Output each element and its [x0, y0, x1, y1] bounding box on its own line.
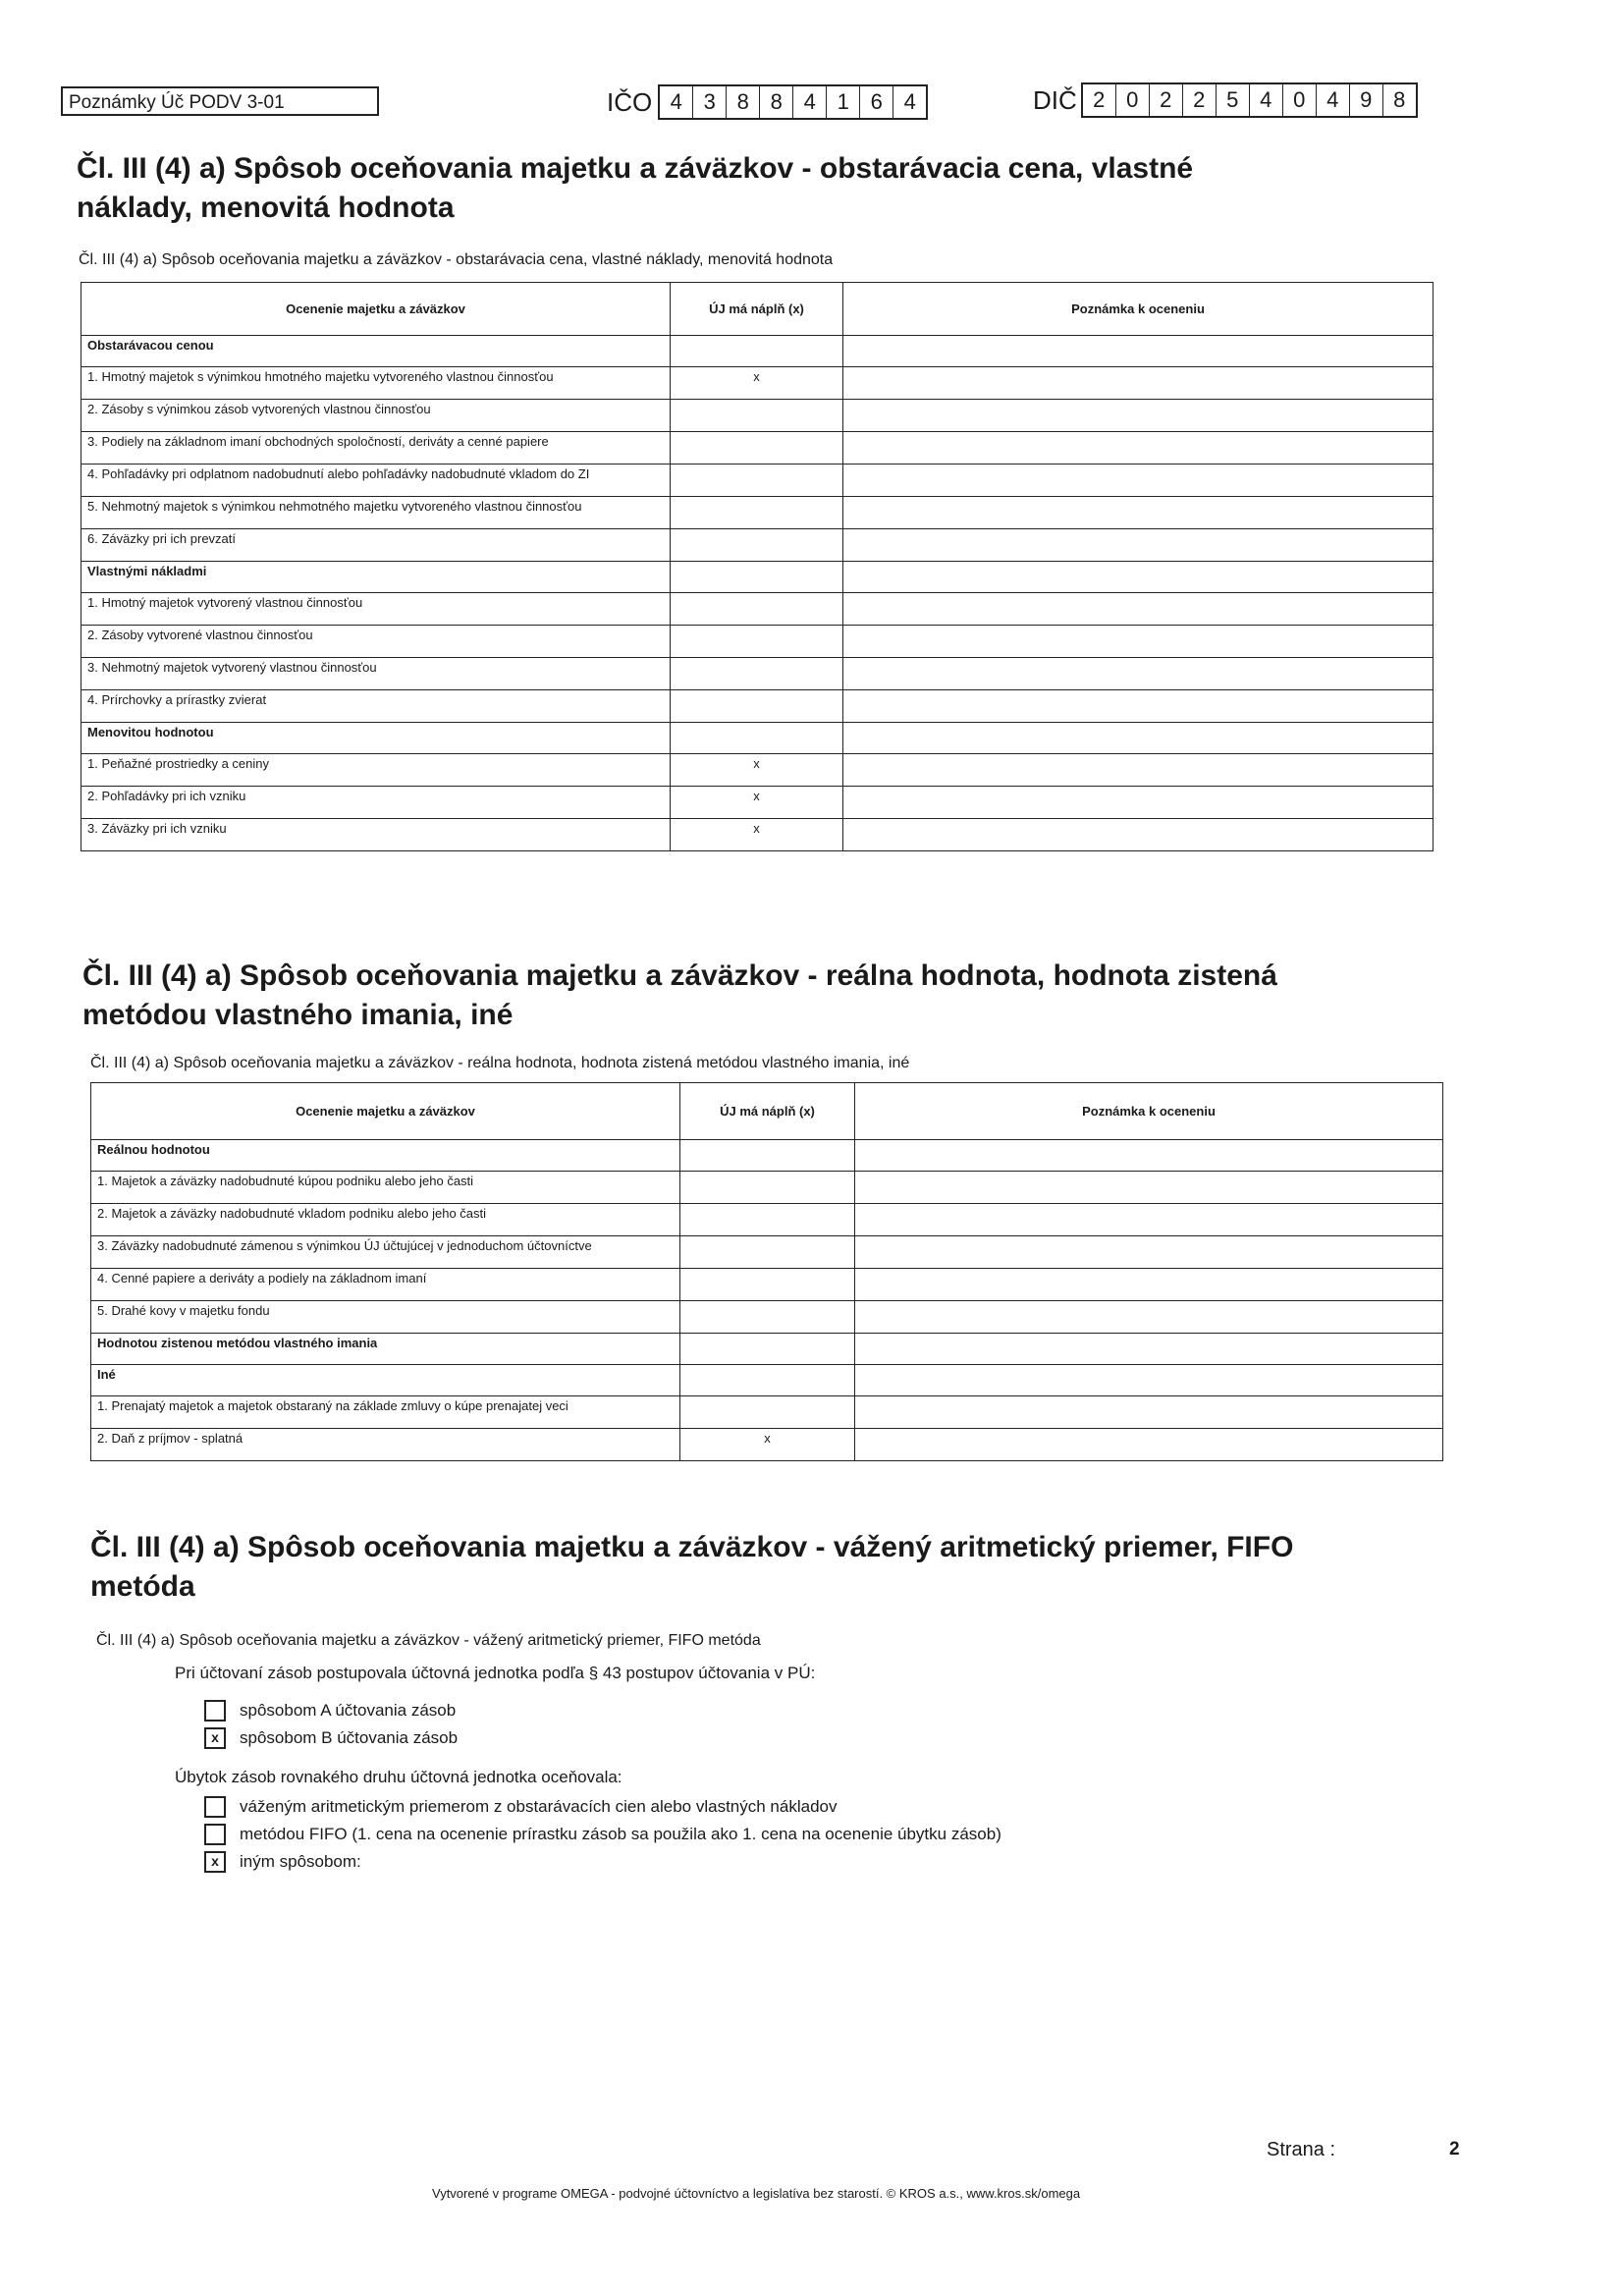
group-row: [81, 336, 1434, 367]
id-digit: 2: [1150, 84, 1183, 116]
column-header: Poznámka k oceneniu: [843, 283, 1434, 336]
note-cell[interactable]: [843, 562, 1434, 593]
row-label: 1. Hmotný majetok s výnimkou hmotného majetku vytvoreného vlastnou činnosťou: [81, 367, 671, 400]
checkbox[interactable]: [204, 1824, 226, 1845]
note-cell[interactable]: [855, 1301, 1443, 1334]
applies-mark[interactable]: [671, 562, 843, 593]
page-label: Strana :: [1267, 2139, 1336, 2160]
row-label: 1. Hmotný majetok vytvorený vlastnou činnosťou: [81, 593, 671, 626]
id-digit: 8: [727, 86, 760, 118]
row-label: 2. Pohľadávky pri ich vzniku: [81, 787, 671, 819]
note-cell[interactable]: [855, 1172, 1443, 1204]
group-row: [91, 1334, 1443, 1365]
inventory-valuation-options: [204, 1793, 1001, 1876]
checkbox-label: iným spôsobom:: [240, 1852, 361, 1871]
section2-title: Čl. III (4) a) Spôsob oceňovania majetku a záväzkov - reálna hodnota, hodnota zistená metódou vlastného imania, iné: [82, 959, 1277, 1031]
checkbox[interactable]: [204, 1700, 226, 1722]
note-cell[interactable]: [843, 819, 1434, 851]
applies-mark[interactable]: [671, 529, 843, 562]
section3-heading: [90, 1528, 1318, 1607]
applies-mark[interactable]: x: [671, 787, 843, 819]
section1-heading: [77, 149, 1206, 228]
group-row: [81, 562, 1434, 593]
column-header: Ocenenie majetku a záväzkov: [81, 283, 671, 336]
note-cell[interactable]: [843, 529, 1434, 562]
table-row: [81, 529, 1434, 562]
row-label: 2. Majetok a záväzky nadobudnuté vkladom podniku alebo jeho časti: [91, 1204, 680, 1236]
table-row: [81, 367, 1434, 400]
table-row: [81, 497, 1434, 529]
form-name: Poznámky Úč PODV 3-01: [61, 86, 379, 116]
table-row: [81, 787, 1434, 819]
row-label: Reálnou hodnotou: [91, 1140, 680, 1172]
column-header: ÚJ má náplň (x): [671, 283, 843, 336]
checkbox-label: metódou FIFO (1. cena na ocenenie prírastku zásob sa použila ako 1. cena na ocenenie úbytku zásob): [240, 1825, 1001, 1843]
id-digit: 1: [827, 86, 860, 118]
table-row: [91, 1301, 1443, 1334]
column-header: Ocenenie majetku a záväzkov: [91, 1083, 680, 1140]
row-label: 5. Nehmotný majetok s výnimkou nehmotného majetku vytvoreného vlastnou činnosťou: [81, 497, 671, 529]
applies-mark[interactable]: [680, 1204, 855, 1236]
applies-mark[interactable]: [671, 626, 843, 658]
note-cell[interactable]: [855, 1334, 1443, 1365]
row-label: Hodnotou zistenou metódou vlastného imania: [91, 1334, 680, 1365]
table-row: [81, 658, 1434, 690]
row-label: 1. Prenajatý majetok a majetok obstaraný na základe zmluvy o kúpe prenajatej veci: [91, 1396, 680, 1429]
applies-mark[interactable]: [680, 1301, 855, 1334]
dic-digits: [1081, 82, 1418, 118]
dic-label: DIČ: [1033, 84, 1077, 115]
id-digit: 3: [693, 86, 727, 118]
inventory-method-question: Pri účtovaní zásob postupovala účtovná jednotka podľa § 43 postupov účtovania v PÚ:: [175, 1664, 816, 1682]
note-cell[interactable]: [843, 367, 1434, 400]
id-digit: 6: [860, 86, 893, 118]
table-row: [91, 1204, 1443, 1236]
applies-mark[interactable]: x: [671, 754, 843, 787]
table-row: [81, 400, 1434, 432]
note-cell[interactable]: [843, 465, 1434, 497]
note-cell[interactable]: [843, 754, 1434, 787]
checkbox-option[interactable]: [204, 1848, 1001, 1876]
column-header: ÚJ má náplň (x): [680, 1083, 855, 1140]
table-row: [81, 465, 1434, 497]
table-row: [81, 626, 1434, 658]
applies-mark[interactable]: [671, 336, 843, 367]
row-label: 3. Záväzky nadobudnuté zámenou s výnimkou ÚJ účtujúcej v jednoduchom účtovníctve: [91, 1236, 680, 1269]
applies-mark[interactable]: [671, 690, 843, 723]
table-row: [91, 1396, 1443, 1429]
id-digit: 4: [1250, 84, 1283, 116]
applies-mark[interactable]: x: [671, 819, 843, 851]
note-cell[interactable]: [855, 1365, 1443, 1396]
row-label: 1. Peňažné prostriedky a ceniny: [81, 754, 671, 787]
id-digit: 4: [793, 86, 827, 118]
dic-field: [1033, 82, 1418, 118]
ico-field: [607, 84, 928, 120]
note-cell[interactable]: [843, 593, 1434, 626]
note-cell[interactable]: [843, 497, 1434, 529]
id-digit: 0: [1116, 84, 1150, 116]
note-cell[interactable]: [843, 723, 1434, 754]
table-row: [81, 432, 1434, 465]
checkbox-label: váženým aritmetickým priemerom z obstarávacích cien alebo vlastných nákladov: [240, 1797, 838, 1816]
applies-mark[interactable]: [680, 1365, 855, 1396]
checkbox-option[interactable]: [204, 1697, 458, 1724]
table-row: [91, 1236, 1443, 1269]
note-cell[interactable]: [855, 1204, 1443, 1236]
checkbox-option[interactable]: [204, 1724, 458, 1752]
section1-table: [81, 282, 1434, 851]
checkbox-label: spôsobom A účtovania zásob: [240, 1701, 457, 1720]
group-row: [81, 723, 1434, 754]
note-cell[interactable]: [855, 1396, 1443, 1429]
applies-mark[interactable]: [671, 432, 843, 465]
row-label: Obstarávacou cenou: [81, 336, 671, 367]
section3-title: Čl. III (4) a) Spôsob oceňovania majetku a záväzkov - vážený aritmetický priemer, FIFO metóda: [90, 1531, 1294, 1603]
applies-mark[interactable]: [671, 465, 843, 497]
section3-subtitle: Čl. III (4) a) Spôsob oceňovania majetku a záväzkov - vážený aritmetický priemer, FIFO metóda: [96, 1632, 761, 1649]
id-digit: 4: [660, 86, 693, 118]
row-label: 1. Majetok a záväzky nadobudnuté kúpou podniku alebo jeho časti: [91, 1172, 680, 1204]
id-digit: 4: [1317, 84, 1350, 116]
id-digit: 8: [1393, 87, 1406, 112]
row-label: 2. Zásoby vytvorené vlastnou činnosťou: [81, 626, 671, 658]
column-header: Poznámka k oceneniu: [855, 1083, 1443, 1140]
table-row: [91, 1429, 1443, 1461]
row-label: 4. Prírchovky a prírastky zvierat: [81, 690, 671, 723]
checkbox[interactable]: x: [204, 1727, 226, 1749]
section1-title: Čl. III (4) a) Spôsob oceňovania majetku a záväzkov - obstarávacia cena, vlastné náklady, menovitá hodnota: [77, 152, 1194, 224]
id-digit: 9: [1350, 84, 1383, 116]
row-label: 3. Podiely na základnom imaní obchodných spoločností, deriváty a cenné papiere: [81, 432, 671, 465]
checkbox-label: spôsobom B účtovania zásob: [240, 1728, 459, 1747]
applies-mark[interactable]: x: [680, 1429, 855, 1461]
note-cell[interactable]: [855, 1429, 1443, 1461]
row-label: Vlastnými nákladmi: [81, 562, 671, 593]
checkbox-option[interactable]: [204, 1793, 1001, 1821]
applies-mark[interactable]: [680, 1236, 855, 1269]
inventory-method-options: [204, 1697, 458, 1752]
applies-mark[interactable]: [680, 1172, 855, 1204]
applies-mark[interactable]: [671, 497, 843, 529]
note-cell[interactable]: [843, 336, 1434, 367]
ico-digits: [658, 84, 928, 120]
row-label: 5. Drahé kovy v majetku fondu: [91, 1301, 680, 1334]
row-label: Menovitou hodnotou: [81, 723, 671, 754]
applies-mark[interactable]: [680, 1269, 855, 1301]
note-cell[interactable]: [855, 1236, 1443, 1269]
row-label: 3. Nehmotný majetok vytvorený vlastnou činnosťou: [81, 658, 671, 690]
id-digit: 5: [1217, 84, 1250, 116]
applies-mark[interactable]: [671, 593, 843, 626]
section2-subtitle: Čl. III (4) a) Spôsob oceňovania majetku a záväzkov - reálna hodnota, hodnota zistená metódou vlastného imania, iné: [90, 1055, 910, 1071]
table-row: [91, 1172, 1443, 1204]
note-cell[interactable]: [843, 787, 1434, 819]
applies-mark[interactable]: [680, 1140, 855, 1172]
note-cell[interactable]: [843, 400, 1434, 432]
page-number: 2: [1449, 2139, 1460, 2159]
section2-table: [90, 1082, 1443, 1461]
table-row: [81, 754, 1434, 787]
table-row: [81, 690, 1434, 723]
row-label: 3. Záväzky pri ich vzniku: [81, 819, 671, 851]
group-row: [91, 1365, 1443, 1396]
id-digit: 4: [903, 89, 916, 114]
row-label: 2. Daň z príjmov - splatná: [91, 1429, 680, 1461]
id-digit: 2: [1183, 84, 1217, 116]
id-digit: 8: [760, 86, 793, 118]
note-cell[interactable]: [843, 690, 1434, 723]
applies-mark[interactable]: [671, 658, 843, 690]
group-row: [91, 1140, 1443, 1172]
table-row: [81, 593, 1434, 626]
ico-label: IČO: [607, 86, 653, 117]
note-cell[interactable]: [843, 626, 1434, 658]
row-label: 6. Záväzky pri ich prevzatí: [81, 529, 671, 562]
row-label: 2. Zásoby s výnimkou zásob vytvorených vlastnou činnosťou: [81, 400, 671, 432]
row-label: 4. Cenné papiere a deriváty a podiely na základnom imaní: [91, 1269, 680, 1301]
row-label: 4. Pohľadávky pri odplatnom nadobudnutí alebo pohľadávky nadobudnuté vkladom do ZI: [81, 465, 671, 497]
section1-subtitle: Čl. III (4) a) Spôsob oceňovania majetku a záväzkov - obstarávacia cena, vlastné náklady, menovitá hodnota: [79, 251, 834, 268]
table-row: [81, 819, 1434, 851]
checkbox[interactable]: x: [204, 1851, 226, 1873]
applies-mark[interactable]: [680, 1334, 855, 1365]
inventory-valuation-question: Úbytok zásob rovnakého druhu účtovná jednotka oceňovala:: [175, 1768, 622, 1786]
id-digit: 0: [1283, 84, 1317, 116]
note-cell[interactable]: [855, 1140, 1443, 1172]
footer-credit: Vytvorené v programe OMEGA - podvojné účtovníctvo a legislatíva bez starostí. © KROS a.s., www.kros.sk/omega: [432, 2186, 1081, 2201]
note-cell[interactable]: [855, 1269, 1443, 1301]
id-digit: 2: [1083, 84, 1116, 116]
applies-mark[interactable]: x: [671, 367, 843, 400]
applies-mark[interactable]: [671, 723, 843, 754]
checkbox-option[interactable]: [204, 1821, 1001, 1848]
section2-heading: [82, 957, 1310, 1035]
applies-mark[interactable]: [680, 1396, 855, 1429]
note-cell[interactable]: [843, 658, 1434, 690]
checkbox[interactable]: [204, 1796, 226, 1818]
note-cell[interactable]: [843, 432, 1434, 465]
row-label: Iné: [91, 1365, 680, 1396]
applies-mark[interactable]: [671, 400, 843, 432]
table-row: [91, 1269, 1443, 1301]
